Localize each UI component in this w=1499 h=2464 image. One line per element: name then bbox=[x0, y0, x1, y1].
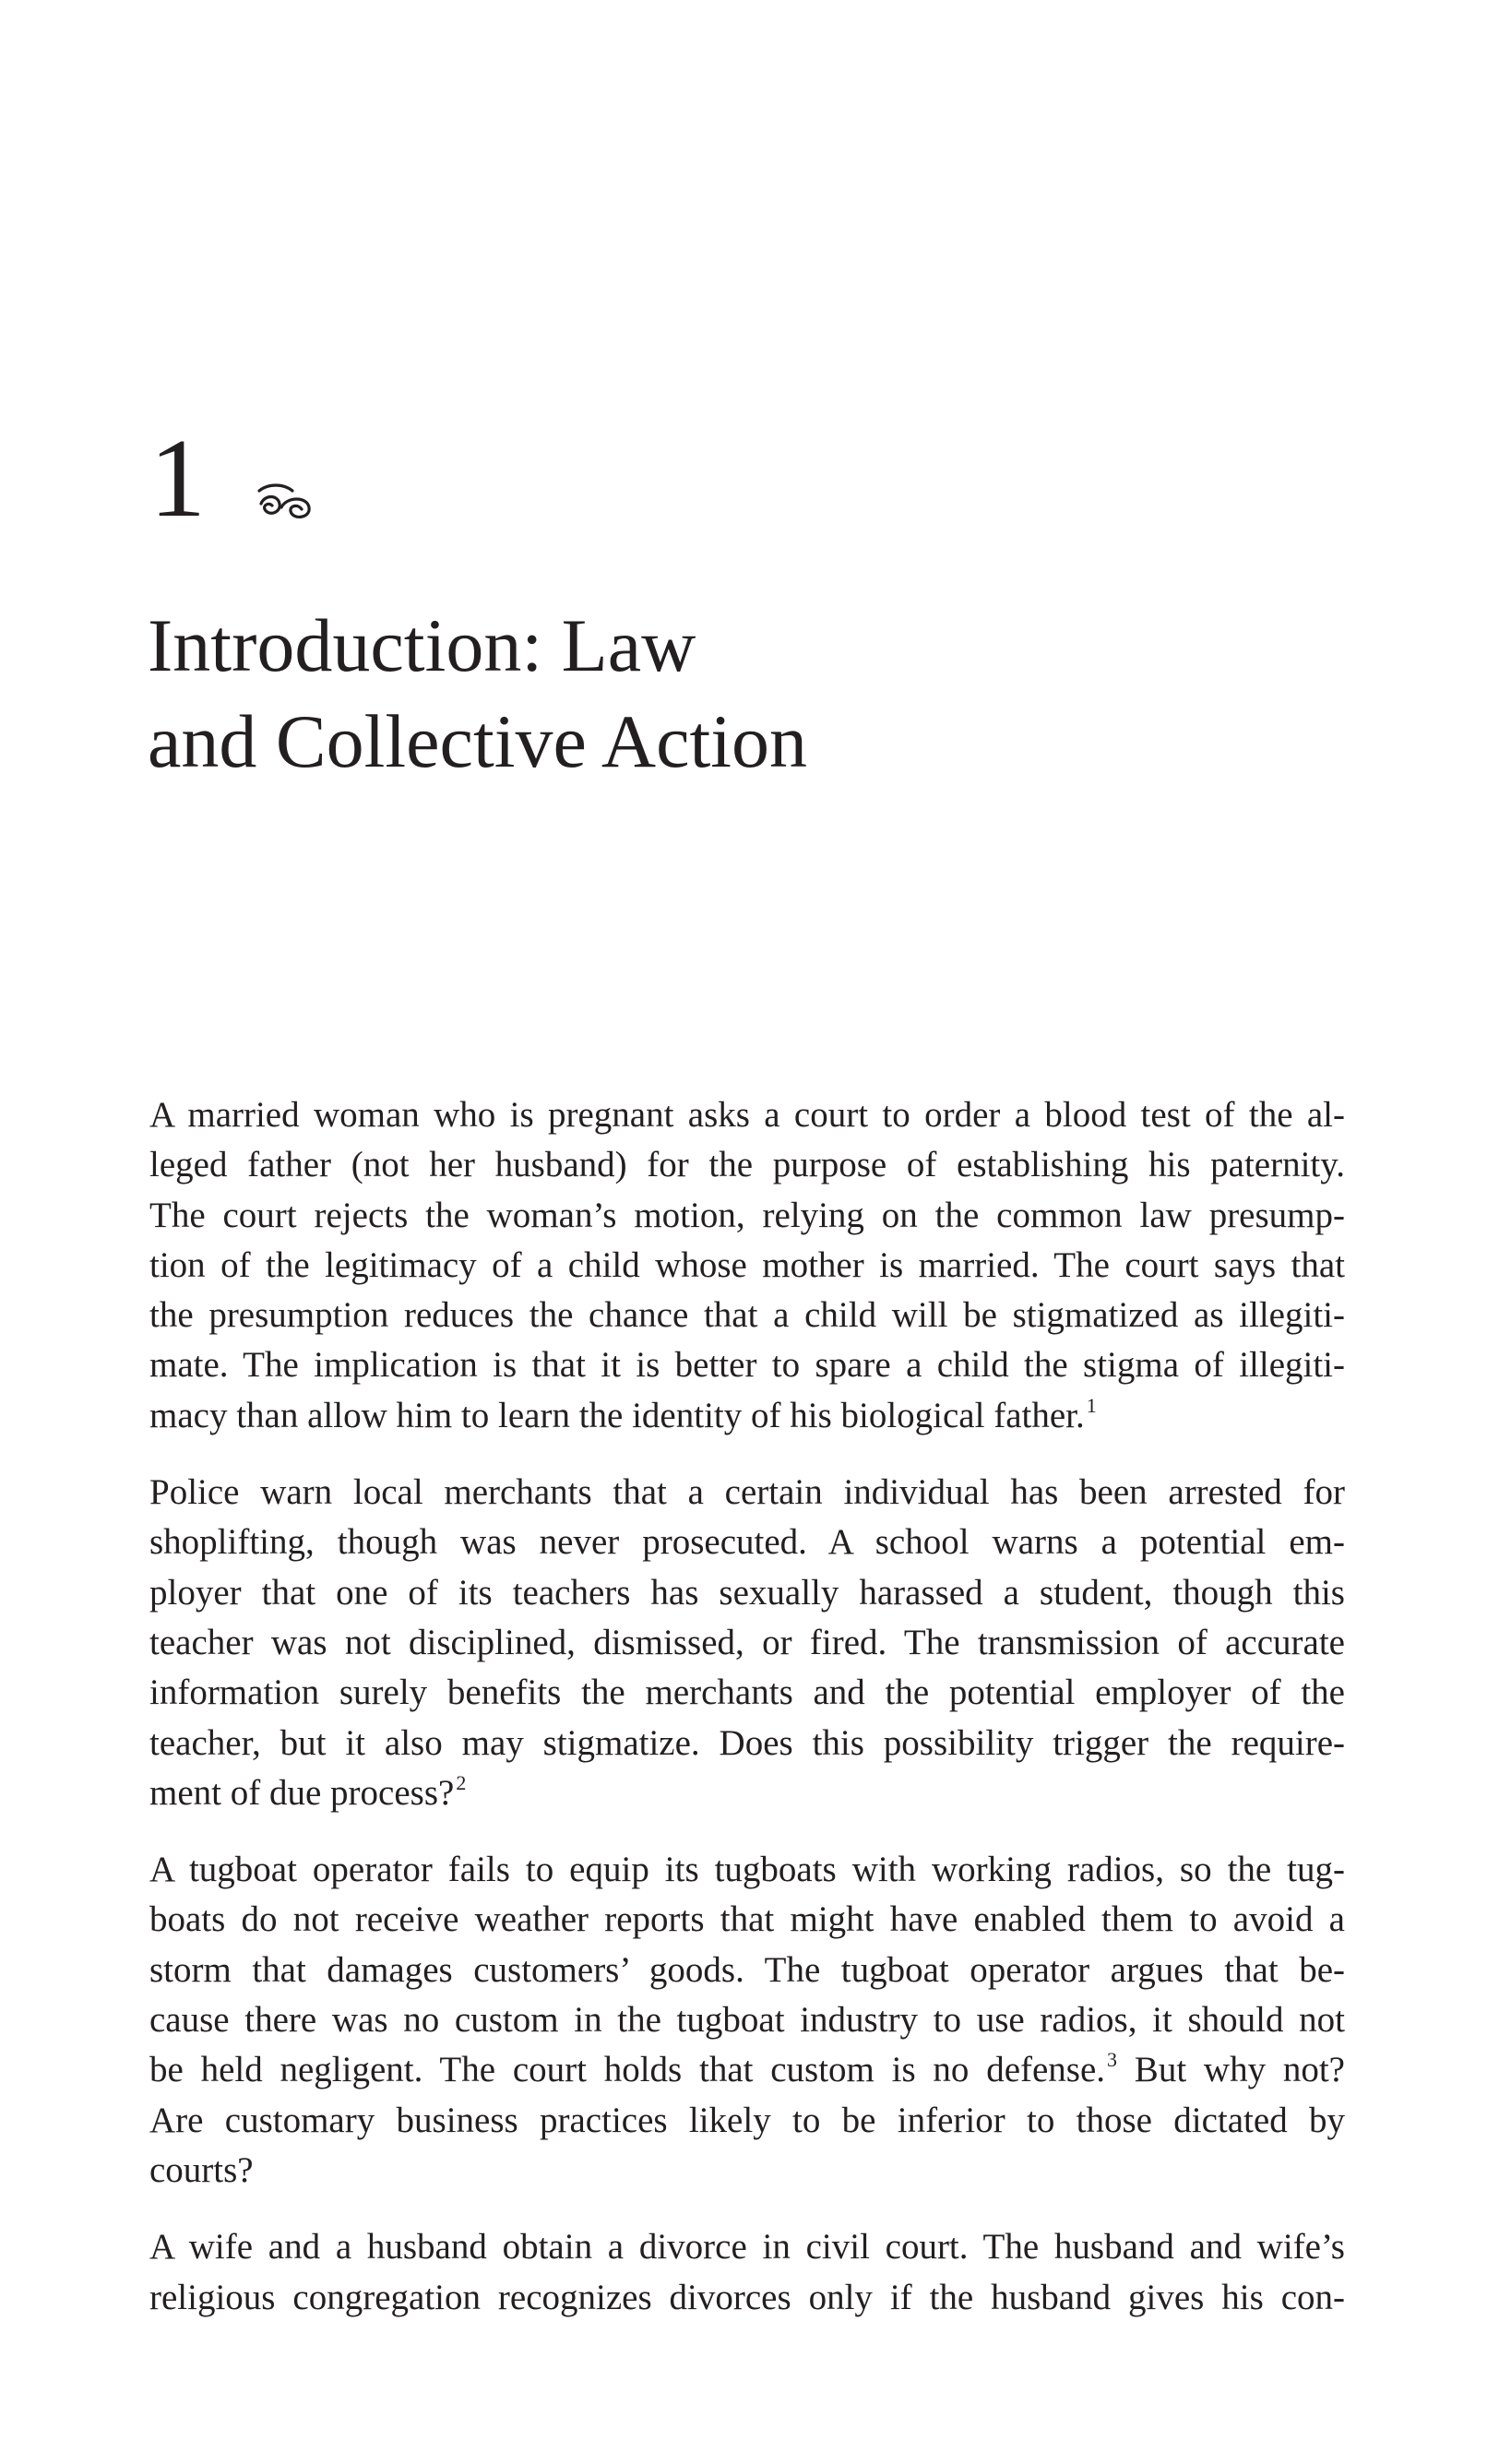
text-line: Are customary business practices likely to be inferior to those dictated by bbox=[149, 2100, 1345, 2140]
text-line: courts? bbox=[149, 2149, 254, 2190]
footnote-marker[interactable]: 2 bbox=[456, 1770, 467, 1794]
text-line: religious congregation recognizes divorces only if the husband gives his con- bbox=[149, 2277, 1345, 2317]
paragraph bbox=[149, 1468, 1345, 1818]
text-line: tion of the legitimacy of a child whose mother is married. The court says that bbox=[149, 1244, 1345, 1285]
body-text bbox=[149, 1090, 1345, 2350]
text-line-continuation: But why not? bbox=[1117, 2050, 1345, 2090]
text-line bbox=[149, 1768, 1345, 1818]
text-line: A wife and a husband obtain a divorce in civil court. The husband and wife’s bbox=[149, 2227, 1345, 2268]
paragraph bbox=[149, 1845, 1345, 2196]
text-line bbox=[149, 2045, 1345, 2095]
text-line bbox=[149, 1391, 1345, 1441]
text-line-content: be held negligent. The court holds that custom is no defense. bbox=[149, 2050, 1106, 2090]
text-line: cause there was no custom in the tugboat industry to use radios, it should not bbox=[149, 2000, 1345, 2041]
chapter-heading bbox=[149, 406, 315, 541]
text-line: storm that damages customers’ goods. The tugboat operator argues that be- bbox=[149, 1949, 1345, 1990]
text-line: A tugboat operator fails to equip its tugboats with working radios, so the tug- bbox=[149, 1850, 1345, 1890]
text-line-content: macy than allow him to learn the identity of his biological father. bbox=[149, 1395, 1085, 1435]
footnote-marker[interactable]: 1 bbox=[1086, 1393, 1097, 1417]
text-line: teacher was not disciplined, dismissed, or fired. The transmission of accurate bbox=[149, 1622, 1345, 1662]
fleuron-icon bbox=[256, 482, 315, 522]
chapter-title-line: Introduction: Law bbox=[148, 603, 696, 687]
text-line: teacher, but it also may stigmatize. Does this possibility trigger the require- bbox=[149, 1722, 1345, 1763]
chapter-number: 1 bbox=[149, 416, 206, 541]
text-line: The court rejects the woman’s motion, relying on the common law presump- bbox=[149, 1195, 1345, 1235]
paragraph bbox=[149, 1090, 1345, 1441]
text-line: boats do not receive weather reports that might have enabled them to avoid a bbox=[149, 1899, 1345, 1940]
text-line: shoplifting, though was never prosecuted. A school warns a potential em- bbox=[149, 1522, 1345, 1563]
text-line: the presumption reduces the chance that a child will be stigmatized as illegiti- bbox=[149, 1295, 1345, 1336]
chapter-title-line: and Collective Action bbox=[148, 699, 808, 783]
text-line: A married woman who is pregnant asks a court to order a blood test of the al- bbox=[149, 1095, 1345, 1135]
footnote-marker[interactable]: 3 bbox=[1107, 2048, 1118, 2072]
text-line: ployer that one of its teachers has sexually harassed a student, though this bbox=[149, 1572, 1345, 1613]
text-line: leged father (not her husband) for the purpose of establishing his paternity. bbox=[149, 1145, 1345, 1185]
paragraph bbox=[149, 2222, 1345, 2323]
text-line: Police warn local merchants that a certain individual has been arrested for bbox=[149, 1472, 1345, 1513]
text-line: mate. The implication is that it is better to spare a child the stigma of illegiti- bbox=[149, 1345, 1345, 1386]
chapter-title bbox=[148, 598, 1070, 790]
text-line: information surely benefits the merchants and the potential employer of the bbox=[149, 1672, 1345, 1713]
text-line-content: ment of due process? bbox=[149, 1772, 455, 1813]
